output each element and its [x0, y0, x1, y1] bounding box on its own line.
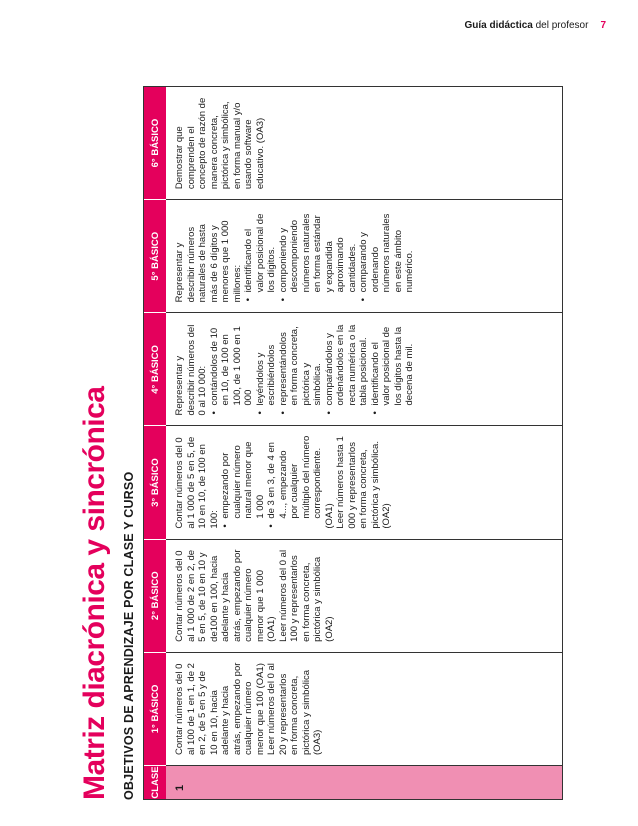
col-header-4: 4° BÁSICO: [144, 312, 166, 425]
cell-5-basico: [166, 199, 562, 312]
bullet-list: [243, 208, 416, 302]
page-number: 7: [600, 20, 606, 31]
objectives-table: [143, 86, 563, 800]
list-item: • identificando el valor posicional de los dígitos hasta la decena de mil.: [370, 321, 416, 405]
table-header: [144, 87, 166, 799]
page-header: [464, 20, 606, 31]
cell-6-basico: [166, 87, 562, 199]
col-header-clase: CLASE: [144, 765, 166, 799]
page-subtitle: OBJETIVOS DE APRENDIZAJE POR CLASE Y CURSO: [122, 471, 136, 800]
cell-text: Representar y describir números naturales de hasta más de 6 dígitos y menores que 1 000 millones:: [174, 220, 243, 303]
clase-number: 1: [174, 784, 186, 791]
cell-text: Leer números del 0 al 20 y representarlos en forma concreta, pictórica y simbólica (OA3): [266, 663, 323, 755]
cell-text: Demostrar que comprenden el concepto de razón de manera concreta, pictórica y simbólica, en forma manual y/o usando software educativo. (OA3): [174, 97, 266, 190]
list-item: • leyéndolos y escribiéndolos: [255, 321, 278, 405]
cell-text: (OA1): [323, 503, 335, 529]
col-header-2: 2° BÁSICO: [144, 539, 166, 652]
col-header-6: 6° BÁSICO: [149, 118, 161, 168]
cell-2-basico: [166, 539, 562, 652]
cell-text: Contar números del 0 al 100 de 1 en 1, de 2 en 2, de 5 en 5 y de 10 en 10, hacia adelante y hacia atrás, empezando por cualquier número menor que 100 (OA1): [174, 662, 266, 755]
rotated-content: [78, 86, 568, 800]
col-header-5: 5° BÁSICO: [144, 199, 166, 312]
page-title: Matriz diacrónica y sincrónica: [78, 386, 111, 800]
list-item: • de 3 en 3, de 4 en 4..., empezando por cualquier múltiplo del número correspondiente.: [266, 434, 324, 518]
list-item: • comparando y ordenando números naturales en este ámbito numérico.: [358, 208, 416, 292]
list-item: • componiendo y descomponiendo números naturales en forma estándar y expandida aproximando cantidades.: [278, 208, 359, 292]
cell-text: Contar números del 0 al 1 000 de 5 en 5, de 10 en 10, de 100 en 100:: [174, 436, 220, 529]
list-item: • identificando el valor posicional de los dígitos.: [243, 208, 278, 292]
cell-1-basico: [166, 652, 562, 765]
list-item: • empezando por cualquier número natural menor que 1 000: [220, 434, 266, 518]
bullet-list: [220, 434, 324, 528]
cell-text: Leer números del 0 al 100 y representarlos en forma concreta, pictórica y simbólica (OA2): [277, 549, 335, 642]
col-header-1: 1° BÁSICO: [144, 652, 166, 765]
list-item: • comparándolos y ordenándolos en la recta numérica o la tabla posicional.: [324, 321, 370, 405]
cell-text: Leer números hasta 1 000 y representarlos en forma concreta, pictórica y simbólica. (OA2): [335, 436, 392, 529]
table-row: [166, 87, 562, 799]
col-header-3: 3° BÁSICO: [144, 425, 166, 538]
header-text: Guía didáctica del profesor: [464, 20, 589, 31]
cell-3-basico: [166, 425, 562, 538]
cell-text: Contar números del 0 al 1 000 de 2 en 2, de 5 en 5, de 10 en 10 y de100 en 100, hacia adelante y hacia atrás, empezando por cualquier número menor que 1 000 (OA1): [174, 549, 277, 642]
cell-text: Representar y describir números del 0 al 10 000:: [174, 324, 208, 416]
clase-cell: [166, 765, 562, 799]
cell-4-basico: [166, 312, 562, 425]
bullet-list: [209, 321, 416, 415]
list-item: • contándolos de 10 en 10, de 100 en 100, de 1 000 en 1 000: [209, 321, 255, 405]
list-item: • representándolos en forma concreta, pictórica y simbólica.: [278, 321, 324, 405]
